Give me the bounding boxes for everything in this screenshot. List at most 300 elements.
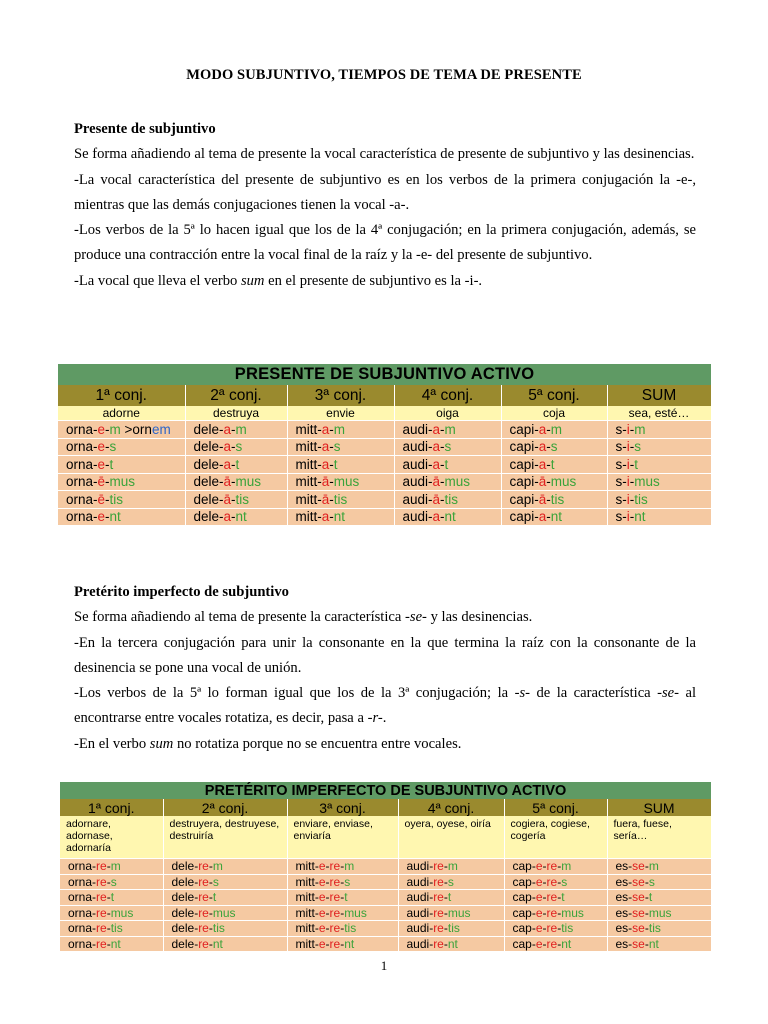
morpheme: e [97,509,106,525]
morpheme: nt [344,936,355,951]
form-cell [394,421,501,439]
morpheme: a [538,456,547,472]
form-cell [501,473,607,491]
morpheme: - [644,921,649,936]
morpheme: - [546,439,551,455]
table-row [58,508,711,525]
morpheme: orna- [68,874,97,889]
morpheme: dele- [171,921,199,936]
morpheme: - [629,491,635,507]
morpheme: - [329,439,334,455]
morpheme: mus [235,474,262,490]
morpheme: - [325,905,330,920]
column-header: SUM [607,385,711,406]
morpheme: - [557,936,562,951]
form-cell [163,921,287,937]
morpheme: se [632,859,645,874]
morpheme: - [231,439,236,455]
morpheme: audi- [406,859,434,874]
morpheme: - [629,474,635,490]
morpheme: audi- [402,474,433,490]
morpheme: a [223,456,232,472]
morpheme: dele- [193,421,224,437]
morpheme: re [96,890,107,905]
form-cell [504,936,607,951]
morpheme: a [538,509,547,525]
morpheme: audi- [402,456,433,472]
morpheme: tis [447,921,460,936]
gloss-cell: oyera, oyese, oiría [398,816,504,859]
morpheme: t [235,456,240,472]
morpheme: s- [615,474,627,490]
morpheme: t [561,890,565,905]
morpheme: cap- [512,874,536,889]
morpheme: tis [333,491,348,507]
morpheme: e [318,859,326,874]
morpheme: - [629,439,635,455]
morpheme: ē [97,491,106,507]
morpheme: re [329,936,341,951]
morpheme: - [325,890,330,905]
table-row [58,438,711,456]
morpheme: s- [615,421,627,437]
morpheme: s [561,874,568,889]
morpheme: e [535,921,543,936]
morpheme: dele- [193,439,224,455]
morpheme: tis [212,921,225,936]
morpheme: re [96,874,107,889]
gloss-cell: adorne [58,406,185,421]
morpheme: re [198,905,209,920]
morpheme: - [340,859,345,874]
morpheme: - [231,474,236,490]
morpheme: m [550,421,563,437]
morpheme: m [561,859,572,874]
morpheme: audi- [406,936,434,951]
form-cell [287,859,398,875]
form-cell [501,421,607,439]
morpheme: nt [109,509,121,525]
morpheme: es- [615,874,633,889]
form-cell [398,859,504,875]
morpheme: re [198,921,209,936]
morpheme: se [632,921,645,936]
morpheme: - [440,509,445,525]
morpheme: re [433,921,444,936]
form-cell [163,859,287,875]
morpheme: - [106,874,111,889]
morpheme: m [110,859,121,874]
morpheme: i [626,439,630,455]
morpheme: mitt- [295,421,322,437]
morpheme: nt [648,936,659,951]
morpheme: - [443,890,448,905]
morpheme: a [538,421,547,437]
morpheme: dele- [171,859,199,874]
gloss-cell: sea, esté… [607,406,711,421]
morpheme: audi- [402,509,433,525]
morpheme: mus [561,905,584,920]
morpheme: t [447,890,452,905]
morpheme: orna- [66,474,98,490]
morpheme: t [444,456,449,472]
imperfect-subjunctive-table [60,782,712,951]
section-imperfect-subjunctive [74,580,696,757]
morpheme: - [546,474,551,490]
form-cell [60,874,163,890]
morpheme: capi- [509,439,539,455]
morpheme: - [208,890,213,905]
morpheme: i [626,509,630,525]
form-cell [504,905,607,921]
morpheme: a [538,439,547,455]
morpheme: - [443,936,448,951]
form-cell [60,905,163,921]
form-cell [398,890,504,906]
paragraph: -La vocal característica del presente de subjuntivo es en los verbos de la primera conjugación la -e-, mientras que las demás conjugaciones tienen la vocal -a-. [74,171,696,213]
morpheme: a [432,439,441,455]
form-cell [501,508,607,525]
form-cell [504,874,607,890]
morpheme: s [212,874,219,889]
morpheme: mus [333,474,360,490]
morpheme: - [644,936,649,951]
form-cell [287,508,394,525]
morpheme: ā [321,474,330,490]
morpheme: tis [550,491,565,507]
morpheme: re [546,921,558,936]
morpheme: re [96,921,107,936]
morpheme: re [546,874,558,889]
morpheme: s- [615,491,627,507]
morpheme: s- [615,509,627,525]
form-cell [504,921,607,937]
morpheme: - [105,439,110,455]
morpheme: s- [615,456,627,472]
morpheme: a [321,509,330,525]
morpheme: mitt- [295,874,319,889]
table-row [60,890,711,906]
page-title: MODO SUBJUNTIVO, TIEMPOS DE TEMA DE PRESENTE [186,67,582,83]
form-cell [504,890,607,906]
table-row [58,456,711,474]
morpheme: a [432,509,441,525]
morpheme: cap- [512,859,536,874]
morpheme: capi- [509,456,539,472]
morpheme: e [97,421,106,437]
form-cell [287,874,398,890]
morpheme: - [440,456,445,472]
form-cell [607,921,711,937]
morpheme: dele- [171,890,199,905]
morpheme: - [542,936,547,951]
morpheme: - [325,859,330,874]
morpheme: mus [212,905,236,920]
morpheme: re [329,859,341,874]
form-cell [185,508,287,525]
morpheme: mus [447,905,471,920]
morpheme: orna- [68,890,97,905]
morpheme: mitt- [295,474,322,490]
form-cell [607,456,711,474]
morpheme: a [432,421,441,437]
morpheme: nt [444,509,456,525]
morpheme: e [318,905,326,920]
morpheme: orna- [66,439,98,455]
form-cell [607,508,711,525]
form-cell [394,456,501,474]
morpheme: - [329,474,334,490]
morpheme: t [110,890,115,905]
morpheme: i [626,421,630,437]
morpheme: re [546,890,558,905]
morpheme: - [644,890,649,905]
morpheme: re [96,859,107,874]
morpheme: audi- [406,905,434,920]
morpheme: ē [97,474,106,490]
morpheme: s [447,874,454,889]
morpheme: dele- [171,936,199,951]
paragraph: -La vocal que lleva el verbo sum en el presente de subjuntivo es la -i-. [74,272,483,289]
morpheme: nt [212,936,223,951]
table-row [60,874,711,890]
paragraph: Se forma añadiendo al tema de presente la vocal característica de presente de subjuntivo y las desinencias. [74,146,695,163]
morpheme: s- [615,439,627,455]
form-cell [60,921,163,937]
morpheme: es- [615,859,633,874]
form-cell [185,438,287,456]
morpheme: m [109,421,121,437]
paragraph: -En la tercera conjugación para unir la consonante en la que termina la raíz con la consonante de la desinencia se pone una vocal de unión. [74,634,696,676]
morpheme: m [444,421,456,437]
form-cell [607,874,711,890]
column-header: 4ª conj. [394,385,501,406]
morpheme: orna- [68,921,97,936]
morpheme: orna- [66,491,98,507]
form-cell [607,438,711,456]
morpheme: se [632,905,645,920]
morpheme: re [329,921,341,936]
morpheme: s [110,874,117,889]
morpheme: a [223,421,232,437]
gloss-cell: oiga [394,406,501,421]
gloss-cell: coja [501,406,607,421]
morpheme: a [321,421,330,437]
morpheme: tis [444,491,459,507]
morpheme: e [535,859,543,874]
morpheme: nt [550,509,563,525]
column-header: 2ª conj. [163,799,287,816]
morpheme: - [325,936,330,951]
morpheme: re [433,936,444,951]
form-cell [287,456,394,474]
morpheme: - [329,491,334,507]
form-cell [163,874,287,890]
paragraph: Se forma añadiendo al tema de presente la característica -se- y las desinencias. [74,609,533,626]
morpheme: - [443,859,448,874]
morpheme: dele- [171,874,199,889]
morpheme: t [648,890,653,905]
morpheme: a [223,509,232,525]
morpheme: tis [110,921,123,936]
morpheme: e [318,921,326,936]
morpheme: m [648,859,659,874]
morpheme: tis [561,921,574,936]
form-cell [185,456,287,474]
morpheme: tis [648,921,661,936]
morpheme: - [546,491,551,507]
form-cell [607,905,711,921]
morpheme: - [440,439,445,455]
gloss-cell: destruyera, destruyese, destruiría [163,816,287,859]
morpheme: - [440,421,445,437]
morpheme: audi- [402,491,433,507]
column-header: 5ª conj. [501,385,607,406]
form-cell [394,438,501,456]
section-present-subjunctive [74,117,696,294]
gloss-cell: adornare, adornase, adornaría [60,816,163,859]
column-header: 3ª conj. [287,385,394,406]
morpheme: re [433,905,444,920]
morpheme: re [329,905,341,920]
table-row [60,921,711,937]
morpheme: mus [648,905,672,920]
form-cell [58,508,185,525]
form-cell [501,438,607,456]
morpheme: re [433,859,444,874]
morpheme: orna- [68,905,97,920]
morpheme: dele- [193,474,224,490]
morpheme: - [105,509,110,525]
morpheme: dele- [193,509,224,525]
form-cell [607,890,711,906]
column-header: 1ª conj. [60,799,163,816]
form-cell [394,491,501,509]
morpheme: es- [615,890,633,905]
morpheme: a [321,439,330,455]
morpheme: mitt- [295,456,322,472]
morpheme: mus [634,474,660,490]
morpheme: tis [235,491,250,507]
morpheme: audi- [402,439,433,455]
table-row [60,905,711,921]
gloss-cell: fuera, fuese, sería… [607,816,711,859]
morpheme: ā [223,474,232,490]
morpheme: tis [109,491,124,507]
morpheme: - [644,905,649,920]
morpheme: audi- [406,874,434,889]
morpheme: - [440,474,445,490]
morpheme: orna- [68,859,97,874]
morpheme: mitt- [295,509,322,525]
section-heading: Presente de subjuntivo [74,121,216,137]
morpheme: mus [444,474,471,490]
morpheme: nt [110,936,121,951]
morpheme: capi- [509,491,539,507]
morpheme: - [546,509,551,525]
morpheme: >orn [120,421,152,437]
morpheme: - [629,509,635,525]
morpheme: t [333,456,338,472]
form-cell [185,491,287,509]
morpheme: orna- [68,936,97,951]
form-cell [501,491,607,509]
morpheme: m [333,421,346,437]
morpheme: cap- [512,921,536,936]
form-cell [287,473,394,491]
morpheme: - [208,921,213,936]
morpheme: mus [110,905,134,920]
morpheme: - [329,509,334,525]
morpheme: mus [344,905,367,920]
gloss-cell: destruya [185,406,287,421]
morpheme: a [321,456,330,472]
morpheme: re [546,905,558,920]
morpheme: t [109,456,114,472]
morpheme: - [644,859,649,874]
morpheme: - [340,936,345,951]
morpheme: - [105,491,110,507]
morpheme: re [198,859,209,874]
form-cell [58,456,185,474]
morpheme: mus [550,474,577,490]
form-cell [287,421,394,439]
form-cell [287,905,398,921]
page-number: 1 [380,958,388,973]
morpheme: m [212,859,223,874]
form-cell [185,421,287,439]
morpheme: - [231,456,236,472]
morpheme: - [440,491,445,507]
morpheme: se [632,890,645,905]
morpheme: - [340,905,345,920]
table-title: PRETÉRITO IMPERFECTO DE SUBJUNTIVO ACTIVO [60,782,711,799]
morpheme: s [648,874,655,889]
morpheme: - [105,421,110,437]
form-cell [394,508,501,525]
morpheme: se [632,874,645,889]
morpheme: - [557,859,562,874]
morpheme: ā [223,491,232,507]
table-row [60,859,711,875]
morpheme: - [542,890,547,905]
morpheme: t [344,890,348,905]
morpheme: nt [447,936,458,951]
morpheme: es- [615,905,633,920]
morpheme: re [546,859,558,874]
form-cell [60,859,163,875]
morpheme: mitt- [295,936,319,951]
gloss-cell: cogiera, cogiese, cogería [504,816,607,859]
morpheme: re [433,874,444,889]
form-cell [60,890,163,906]
present-subjunctive-table [58,364,712,525]
form-cell [163,905,287,921]
gloss-cell: envie [287,406,394,421]
morpheme: - [542,874,547,889]
morpheme: - [443,874,448,889]
morpheme: e [318,890,326,905]
paragraph: -Los verbos de la 5ª lo forman igual que los de la 3ª conjugación; la -s- de la característica -se- al encontrarse entre vocales rotatiza, es decir, pasa a -r-. [74,685,696,727]
form-cell [287,936,398,951]
morpheme: s [634,439,641,455]
morpheme: s [235,439,243,455]
morpheme: m [447,859,458,874]
morpheme: re [329,890,341,905]
morpheme: e [318,874,326,889]
form-cell [58,438,185,456]
morpheme: - [557,890,562,905]
